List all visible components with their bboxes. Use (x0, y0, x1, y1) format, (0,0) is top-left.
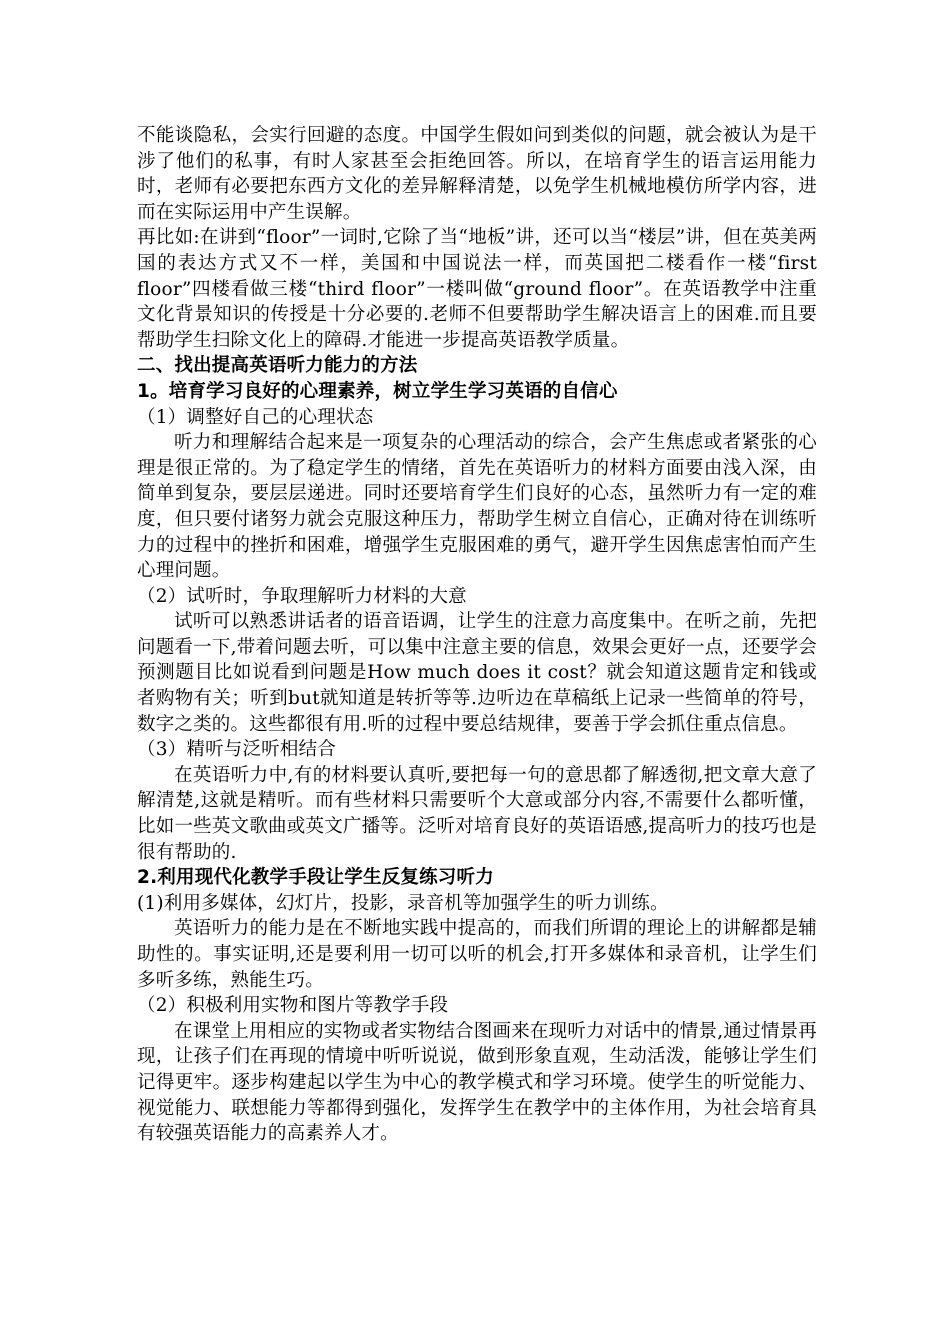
paragraph-floor-example: 再比如:在讲到“floor”一词时,它除了当“地板”讲，还可以当“楼层”讲，但在英美两国的表达方式又不一样，美国和中国说法一样，而英国把二楼看作一楼“first floor”四楼看做三楼“third floor”一楼叫做“ground floor”。在英语教学中注重文化背景知识的传授是十分必要的.老师不但要帮助学生解决语言上的困难.而且要帮助学生扫除文化上的障碍.才能进一步提高英语教学质量。 (137, 227, 817, 351)
paragraph-privacy: 不能谈隐私，会实行回避的态度。中国学生假如问到类似的问题，就会被认为是干涉了他们的私事，有时人家甚至会拒绝回答。所以，在培育学生的语言运用能力时，老师有必要把东西方文化的差异解释清楚，以免学生机械地模仿所学内容，进而在实际运用中产生误解。 (137, 125, 817, 223)
item-heading-5: （2）积极利用实物和图片等教学手段 (137, 995, 449, 1017)
item-heading-3: （3）精听与泛听相结合 (137, 739, 336, 761)
document-body (137, 123, 817, 1147)
item-heading-1: （1）调整好自己的心理状态 (137, 406, 374, 428)
paragraph-intensive-extensive: 在英语听力中,有的材料要认真听,要把每一句的意思都了解透彻,把文章大意了解清楚,这就是精听。而有些材料只需要听个大意或部分内容,不需要什么都听懂，比如一些英文歌曲或英文广播等。泛听对培育良好的英语语感,提高听力的技巧也是很有帮助的. (137, 764, 817, 863)
item-heading-4: (1)利用多媒体，幻灯片，投影，录音机等加强学生的听力训练。 (137, 892, 669, 914)
paragraph-psychology: 听力和理解结合起来是一项复杂的心理活动的综合，会产生焦虑或者紧张的心理是很正常的。为了稳定学生的情绪，首先在英语听力的材料方面要由浅入深，由简单到复杂，要层层递进。同时还要培育学生们良好的心态，虽然听力有一定的难度，但只要付诸努力就会克服这种压力，帮助学生树立自信心，正确对待在训练听力的过程中的挫折和困难，增强学生克服困难的勇气，避开学生因焦虑害怕而产生心理问题。 (137, 432, 817, 582)
paragraph-trial-listening: 试听可以熟悉讲话者的语音语调，让学生的注意力高度集中。在听之前，先把问题看一下,带着问题去听，可以集中注意主要的信息，效果会更好一点，还要学会预测题目比如说看到问题是How much does it cost？就会知道这题肯定和钱或者购物有关；听到but就知道是转折等等.边听边在草稿纸上记录一些简单的符号，数字之类的。这些都很有用.听的过程中要总结规律，要善于学会抓住重点信息。 (137, 611, 817, 735)
section-heading-2: 二、找出提高英语听力能力的方法 (137, 355, 418, 377)
subheading-2: 2.利用现代化教学手段让学生反复练习听力 (137, 867, 494, 889)
item-heading-2: （2）试听时，争取理解听力材料的大意 (137, 585, 467, 607)
paragraph-practice: 英语听力的能力是在不断地实践中提高的，而我们所谓的理论上的讲解都是辅助性的。事实证明,还是要利用一切可以听的机会,打开多媒体和录音机，让学生们多听多练，熟能生巧。 (137, 918, 817, 991)
subheading-1: 1。培育学习良好的心理素养，树立学生学习英语的自信心 (137, 380, 618, 402)
paragraph-real-objects: 在课堂上用相应的实物或者实物结合图画来在现听力对话中的情景,通过情景再现，让孩子们在再现的情境中听听说说，做到形象直观，生动活泼，能够让学生们记得更牢。逐步构建起以学生为中心的教学模式和学习环境。使学生的听觉能力、视觉能力、联想能力等都得到强化，发挥学生在教学中的主体作用，为社会培育具有较强英语能力的高素养人才。 (137, 1020, 817, 1145)
